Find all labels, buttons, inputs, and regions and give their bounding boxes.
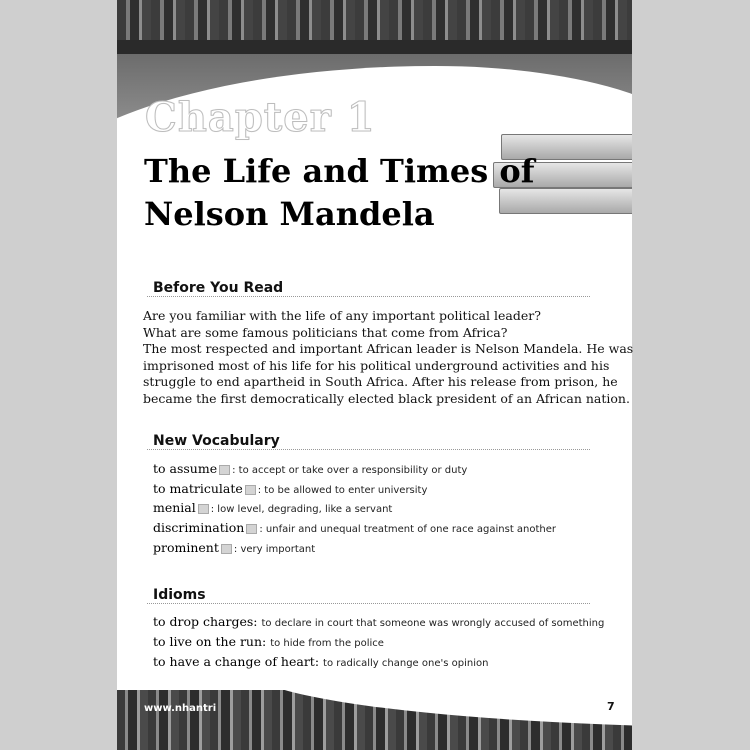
- idiom-term: to live on the run:: [153, 634, 267, 649]
- idiom-term: to have a change of heart:: [153, 654, 320, 669]
- before-you-read-heading: Before You Read: [153, 280, 284, 296]
- title-line-2: Nelson Mandela: [144, 195, 435, 233]
- idiom-term: to drop charges:: [153, 614, 258, 629]
- audio-icon: [221, 544, 232, 554]
- idiom-definition: to hide from the police: [270, 638, 384, 649]
- idiom-definition: to radically change one's opinion: [323, 658, 489, 669]
- idiom-item: [153, 614, 604, 629]
- shelf-board: [117, 40, 632, 54]
- title-line-1: The Life and Times of: [144, 152, 535, 190]
- audio-icon: [246, 524, 257, 534]
- idioms-heading: Idioms: [153, 587, 206, 603]
- vocab-term: discrimination: [153, 520, 245, 535]
- text-line: became the first democratically elected black president of an African nation.: [143, 390, 630, 406]
- vocab-definition: : low level, degrading, like a servant: [210, 504, 393, 515]
- vocab-item: [153, 461, 467, 476]
- idiom-item: [153, 654, 488, 669]
- text-line: Are you familiar with the life of any important political leader?: [143, 308, 541, 323]
- page-title: [144, 150, 534, 236]
- vocab-definition: : to accept or take over a responsibility or duty: [232, 465, 468, 476]
- vocab-term: to matriculate: [153, 481, 243, 496]
- audio-icon: [245, 485, 256, 495]
- section-divider: [147, 296, 590, 297]
- idiom-item: [153, 634, 384, 649]
- chapter-label: Chapter 1: [145, 94, 376, 141]
- idiom-definition: to declare in court that someone was wrongly accused of something: [261, 618, 605, 629]
- page-number: 7: [607, 700, 615, 713]
- section-divider: [147, 449, 590, 450]
- text-line: The most respected and important African leader is Nelson Mandela. He was: [143, 341, 634, 356]
- vocab-item: [153, 500, 392, 515]
- vocab-definition: : unfair and unequal treatment of one race against another: [259, 524, 557, 535]
- new-vocabulary-heading: New Vocabulary: [153, 433, 280, 449]
- vocab-term: to assume: [153, 461, 218, 476]
- text-line: struggle to end apartheid in South Africa. After his release from prison, he: [143, 374, 618, 389]
- vocab-item: [153, 481, 427, 496]
- section-divider: [147, 603, 590, 604]
- vocab-term: prominent: [153, 540, 219, 555]
- vocab-definition: : to be allowed to enter university: [257, 485, 428, 496]
- before-you-read-text: [143, 308, 634, 407]
- vocab-item: [153, 520, 556, 535]
- text-line: What are some famous politicians that come from Africa?: [143, 324, 508, 340]
- vocab-term: menial: [153, 500, 196, 515]
- vocab-item: [153, 540, 315, 555]
- audio-icon: [219, 465, 230, 475]
- footer-url: www.nhantri: [144, 703, 217, 714]
- text-line: imprisoned most of his life for his political underground activities and his: [143, 357, 610, 373]
- vocab-definition: : very important: [233, 544, 316, 555]
- audio-icon: [198, 504, 209, 514]
